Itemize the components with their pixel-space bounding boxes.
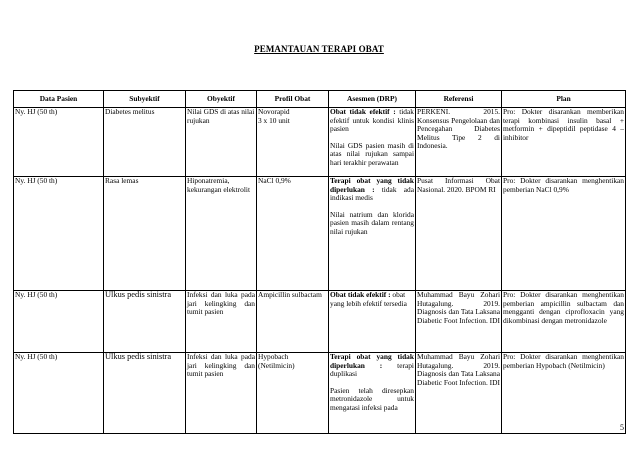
drp-evidence: Nilai natrium dan klorida pasien masih dalam rentang nilai rujukan xyxy=(330,209,414,236)
header-plan: Plan xyxy=(502,91,626,108)
cell-subyektif: Diabetes melitus xyxy=(104,108,186,177)
cell-pasien: Ny. HJ (50 th) xyxy=(14,108,104,177)
drug-generic: (Netilmicin) xyxy=(258,360,295,370)
cell-plan: Pro: Dokter disarankan memberikan terapi kombinasi insulin basal + metformin + dipeptidil peptidase 4 – inhibitor xyxy=(502,108,626,177)
drp-detail: obat yang lebih efektif tersedia xyxy=(330,290,407,308)
cell-profil xyxy=(257,108,329,177)
cell-subyektif: Ulkus pedis sinistra xyxy=(104,353,186,434)
cell-obyektif: Nilai GDS di atas nilai rujukan xyxy=(186,108,257,177)
drug-therapy-monitoring-table xyxy=(13,90,626,434)
header-profil-obat: Profil Obat xyxy=(257,91,329,108)
cell-referensi: Pusat Informasi Obat Nasional. 2020. BPOM RI xyxy=(416,177,502,291)
drug-dose: 3 x 10 unit xyxy=(258,115,290,125)
cell-referensi: Muhammad Bayu Zohari Hutagalung. 2019. Diagnosis dan Tata Laksana Diabetic Foot Infection. IDI xyxy=(416,291,502,353)
table-row xyxy=(14,353,626,434)
cell-asesmen xyxy=(329,291,416,353)
cell-plan: Pro: Dokter disarankan menghentikan pemberian ampicillin sulbactam dan mengganti dengan ciprofloxacin yang dikombinasi dengan metronidazole xyxy=(502,291,626,353)
cell-asesmen xyxy=(329,177,416,291)
drug-name: Novorapid xyxy=(258,107,290,116)
cell-asesmen xyxy=(329,108,416,177)
page-number: 5 xyxy=(620,423,624,432)
cell-subyektif: Ulkus pedis sinistra xyxy=(104,291,186,353)
header-asesmen: Asesmen (DRP) xyxy=(329,91,416,108)
cell-subyektif: Rasa lemas xyxy=(104,177,186,291)
drp-category: Terapi obat yang tidak diperlukan : xyxy=(330,352,414,370)
header-subyektif: Subyektif xyxy=(104,91,186,108)
table-header-row xyxy=(14,91,626,108)
drp-detail: tidak efektif untuk kondisi klinis pasien xyxy=(330,107,414,134)
cell-asesmen xyxy=(329,353,416,434)
cell-pasien: Ny. HJ (50 th) xyxy=(14,177,104,291)
cell-plan: Pro: Dokter disarankan menghentikan pemberian NaCl 0,9% xyxy=(502,177,626,291)
table-row xyxy=(14,291,626,353)
drp-detail: tidak ada indikasi medis xyxy=(330,184,414,203)
header-referensi: Referensi xyxy=(416,91,502,108)
drp-category: Obat tidak efektif : xyxy=(330,107,396,116)
cell-referensi: Muhammad Bayu Zohari Hutagalung. 2019. Diagnosis dan Tata Laksana Diabetic Foot Infection. IDI xyxy=(416,353,502,434)
drug-name: Ampicillin sulbactam xyxy=(258,290,322,299)
page-title: PEMANTAUAN TERAPI OBAT xyxy=(254,44,384,54)
drp-evidence: Nilai GDS pasien masih di atas nilai rujukan sampai hari terakhir perawatan xyxy=(330,140,414,167)
drp-category: Terapi obat yang tidak diperlukan : xyxy=(330,176,414,194)
cell-obyektif: Infeksi dan luka pada jari kelingking dan tumit pasien xyxy=(186,353,257,434)
drug-name: NaCl 0,9% xyxy=(258,176,291,185)
cell-obyektif: Infeksi dan luka pada jari kelingking dan tumit pasien xyxy=(186,291,257,353)
cell-pasien: Ny. HJ (50 th) xyxy=(14,353,104,434)
cell-referensi: PERKENI. 2015. Konsensus Pengelolaan dan Pencegahan Diabetes Melitus Tipe 2 di Indonesia. xyxy=(416,108,502,177)
cell-profil xyxy=(257,177,329,291)
cell-profil xyxy=(257,353,329,434)
drug-name: Hypobach xyxy=(258,352,289,361)
drp-detail: terapi duplikasi xyxy=(330,360,414,379)
header-obyektif: Obyektif xyxy=(186,91,257,108)
drp-evidence: Pasien telah diresepkan metronidazole untuk mengatasi infeksi pada xyxy=(330,385,414,412)
cell-profil xyxy=(257,291,329,353)
cell-plan: Pro: Dokter disarankan menghentikan pemberian Hypobach (Netilmicin) xyxy=(502,353,626,434)
drp-category: Obat tidak efektif : xyxy=(330,290,391,299)
header-data-pasien: Data Pasien xyxy=(14,91,104,108)
cell-obyektif: Hiponatremia, kekurangan elektrolit xyxy=(186,177,257,291)
cell-pasien: Ny. HJ (50 th) xyxy=(14,291,104,353)
table-row xyxy=(14,108,626,177)
table-row xyxy=(14,177,626,291)
